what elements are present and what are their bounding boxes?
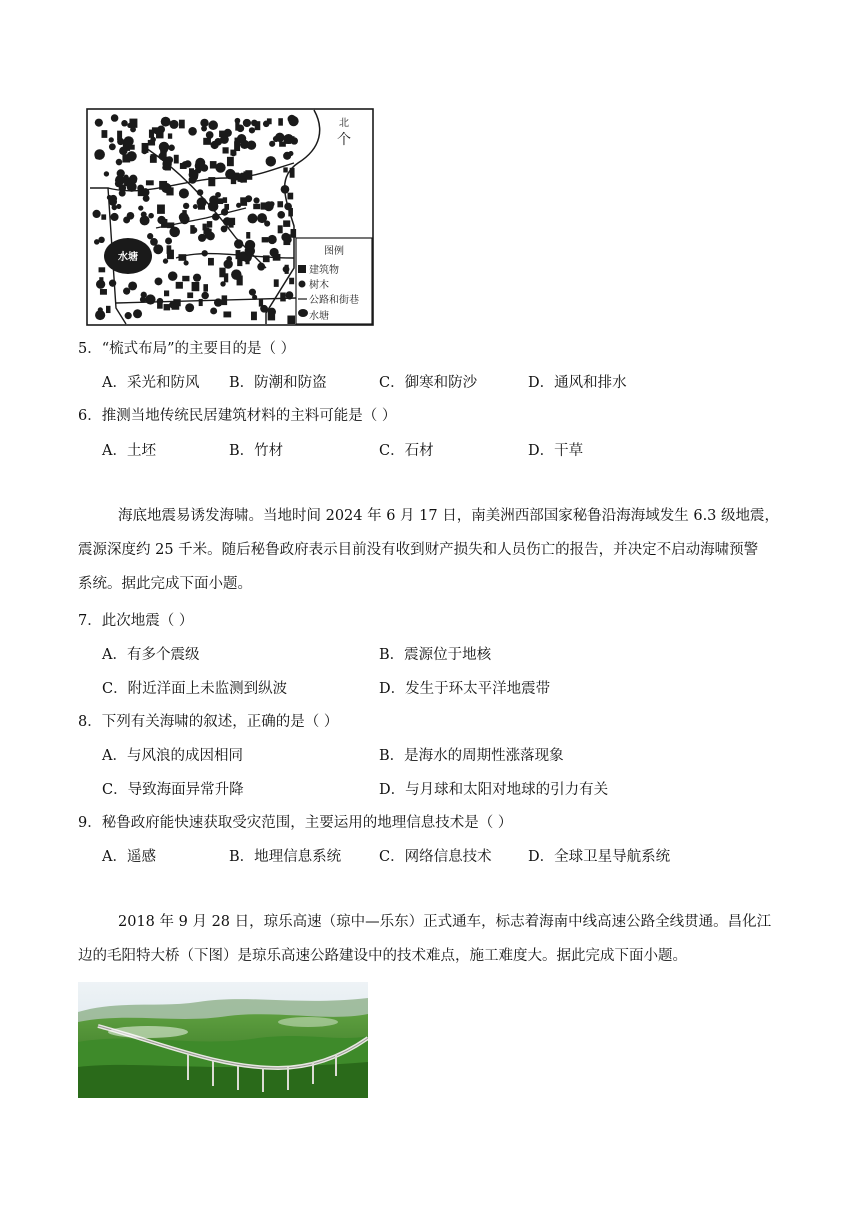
tree-mark: [193, 204, 198, 209]
q7-option-d: D．发生于环太平洋地震带: [379, 681, 551, 697]
building-mark: [288, 193, 294, 200]
tree-mark: [215, 162, 225, 172]
village-map-drawing: [86, 108, 374, 326]
tree-mark: [95, 310, 105, 320]
tree-mark: [266, 156, 276, 166]
tree-mark: [110, 213, 118, 221]
q9-option-d: D．全球卫星导航系统: [528, 849, 671, 865]
bridge-photo: [78, 982, 368, 1098]
building-mark: [283, 220, 290, 227]
tree-mark: [168, 145, 174, 151]
tree-mark: [201, 292, 209, 300]
building-mark: [222, 295, 228, 305]
passage-earthquake: [78, 499, 790, 601]
building-mark: [289, 278, 294, 285]
tree-mark: [249, 289, 256, 296]
tree-mark: [208, 120, 218, 130]
building-mark: [263, 255, 270, 262]
tree-mark: [95, 154, 100, 159]
tree-mark: [188, 127, 197, 136]
tree-mark: [212, 213, 219, 220]
building-mark: [208, 177, 215, 186]
tree-mark: [287, 294, 293, 300]
building-mark: [232, 173, 239, 181]
tree-mark: [275, 133, 284, 142]
tree-mark: [184, 160, 191, 167]
building-mark: [168, 133, 172, 138]
tree-mark: [137, 185, 144, 192]
tree-mark: [109, 280, 116, 287]
tree-mark: [157, 298, 164, 305]
tree-mark: [169, 301, 176, 308]
tree-dot-icon: [299, 281, 306, 288]
building-mark: [219, 268, 225, 278]
building-mark: [245, 170, 252, 180]
tree-mark: [140, 296, 146, 302]
building-mark: [273, 254, 281, 261]
tree-mark: [109, 137, 114, 142]
question-8-stem: 8．下列有关海啸的叙述，正确的是（ ）: [78, 714, 339, 730]
tree-mark: [224, 259, 233, 268]
building-mark: [290, 168, 295, 178]
question-9-stem: 9．秘鲁政府能快速获取受灾范围，主要运用的地理信息技术是（ ）: [78, 815, 513, 831]
tree-mark: [130, 127, 136, 133]
tree-mark: [288, 116, 298, 126]
tree-mark: [125, 312, 132, 319]
q6-option-b: B．竹材: [229, 443, 284, 459]
tree-mark: [268, 308, 276, 316]
building-mark: [227, 157, 234, 166]
north-label: 北: [339, 118, 349, 129]
tree-mark: [131, 178, 137, 184]
building-mark: [178, 254, 186, 261]
tree-mark: [117, 169, 125, 177]
legend-label-pond-blob: 水塘: [309, 311, 329, 322]
building-mark: [287, 316, 295, 324]
building-mark: [199, 299, 203, 306]
building-mark: [150, 156, 157, 163]
tree-mark: [124, 175, 129, 180]
building-mark: [261, 202, 266, 209]
building-mark: [223, 311, 231, 317]
building-mark: [176, 282, 183, 289]
building-mark: [203, 284, 208, 291]
passage-highway-line-2: 边的毛阳特大桥（下图）是琼乐高速公路建设中的技术难点，施工难度大。据此完成下面小题。: [78, 948, 687, 964]
building-mark: [157, 204, 165, 213]
tree-mark: [198, 234, 206, 242]
building-mark: [283, 167, 287, 172]
building-mark: [101, 214, 106, 219]
building-mark: [278, 118, 283, 125]
building-mark: [198, 201, 205, 210]
building-mark: [234, 141, 240, 151]
pond-blob-icon: [298, 309, 308, 317]
q8-option-b: B．是海水的周期性涨落现象: [379, 748, 564, 764]
tree-mark: [257, 263, 265, 271]
tree-mark: [193, 274, 201, 282]
tree-mark: [109, 143, 116, 150]
pond: [104, 238, 152, 274]
building-mark: [164, 290, 169, 296]
q6-option-a: A．土坯: [102, 443, 156, 459]
tree-mark: [245, 195, 252, 202]
building-mark: [291, 229, 297, 238]
q7-option-a: A．有多个震级: [102, 647, 200, 663]
building-mark: [203, 138, 211, 145]
tree-mark: [208, 201, 219, 212]
passage-earthquake-line-3: 系统。据此完成下面小题。: [78, 576, 252, 592]
tree-mark: [215, 192, 221, 198]
building-mark: [148, 140, 155, 146]
building-mark: [283, 236, 290, 245]
tree-mark: [116, 159, 123, 166]
tree-mark: [264, 220, 270, 226]
building-mark: [129, 119, 137, 128]
q5-option-b: B．防潮和防盗: [229, 375, 327, 391]
tree-mark: [236, 203, 241, 208]
tree-mark: [268, 235, 277, 244]
building-mark: [192, 282, 200, 291]
village-map: [86, 108, 374, 326]
tree-mark: [169, 227, 180, 238]
tree-mark: [95, 119, 103, 127]
tree-mark: [249, 127, 255, 133]
tree-mark: [269, 201, 275, 207]
building-mark: [146, 180, 154, 185]
tree-mark: [96, 280, 105, 289]
tree-mark: [158, 152, 166, 160]
q6-option-c: C．石材: [379, 443, 434, 459]
building-mark: [182, 210, 186, 217]
north-arrow-icon: 个: [337, 132, 351, 148]
legend-label-tree-dot: 树木: [309, 280, 329, 291]
tree-mark: [234, 239, 243, 248]
tree-mark: [200, 119, 208, 127]
building-mark: [278, 225, 283, 233]
question-5-stem: 5．“梳式布局”的主要目的是（ ）: [78, 341, 296, 357]
building-mark: [223, 147, 229, 153]
tree-mark: [184, 260, 189, 265]
building-mark: [217, 198, 224, 204]
building-mark: [255, 121, 261, 130]
passage-earthquake-line-2: 震源深度约 25 千米。随后秘鲁政府表示目前没有收到财产损失和人员伤亡的报告，并决定不启动海啸预警: [78, 542, 759, 558]
building-mark: [159, 181, 167, 190]
tree-mark: [281, 185, 290, 194]
tree-mark: [185, 303, 194, 312]
building-mark: [174, 155, 179, 164]
tree-mark: [239, 176, 246, 183]
tree-mark: [153, 244, 163, 254]
tree-mark: [283, 266, 290, 273]
tree-mark: [98, 237, 104, 243]
building-mark: [288, 208, 293, 216]
building-mark: [99, 267, 106, 272]
building-mark: [117, 131, 122, 141]
q8-option-c: C．导致海面异常升降: [102, 782, 244, 798]
building-mark: [142, 143, 149, 153]
building-mark: [246, 232, 250, 239]
q5-option-a: A．采光和防风: [102, 375, 200, 391]
tree-mark: [121, 120, 128, 127]
building-mark: [259, 299, 263, 306]
tree-mark: [201, 164, 209, 172]
building-mark: [106, 306, 110, 313]
building-mark: [102, 130, 108, 138]
tree-mark: [169, 120, 178, 129]
tree-mark: [168, 271, 177, 280]
tree-mark: [211, 141, 219, 149]
passage-earthquake-line-1: 海底地震易诱发海啸。当地时间 2024 年 6 月 17 日，南美洲西部国家秘鲁沿海海域发生 6.3 级地震，: [118, 508, 780, 524]
tree-mark: [183, 203, 189, 209]
tree-mark: [189, 170, 199, 180]
tree-mark: [161, 117, 171, 127]
building-mark: [267, 118, 272, 124]
building-mark: [208, 258, 214, 266]
tree-mark: [145, 294, 155, 304]
tree-mark: [123, 288, 130, 295]
tree-mark: [245, 246, 255, 256]
tree-mark: [206, 131, 214, 139]
tree-mark: [221, 226, 228, 233]
building-mark: [187, 292, 193, 298]
tree-mark: [155, 277, 163, 285]
q7-option-b: B．震源位于地核: [379, 647, 492, 663]
building-mark: [251, 312, 257, 321]
tree-mark: [277, 211, 285, 219]
tree-mark: [269, 141, 275, 147]
tree-mark: [111, 114, 119, 122]
question-7-stem: 7．此次地震（ ）: [78, 613, 194, 629]
bridge-photo-drawing: [78, 982, 368, 1098]
building-mark: [164, 304, 171, 310]
tree-mark: [154, 128, 161, 135]
tree-mark: [247, 140, 256, 149]
tree-mark: [166, 156, 173, 163]
building-mark: [167, 245, 172, 254]
tree-mark: [220, 135, 229, 144]
building-square-icon: [298, 265, 306, 273]
building-mark: [100, 289, 107, 295]
q8-option-d: D．与月球和太阳对地球的引力有关: [379, 782, 609, 798]
passage-highway: [78, 905, 790, 973]
tree-mark: [248, 213, 258, 223]
q7-option-c: C．附近洋面上未监测到纵波: [102, 681, 288, 697]
tree-mark: [157, 216, 165, 224]
tree-mark: [197, 189, 203, 195]
building-mark: [280, 292, 286, 301]
tree-mark: [92, 210, 100, 218]
q9-option-c: C．网络信息技术: [379, 849, 492, 865]
q5-option-d: D．通风和排水: [528, 375, 627, 391]
q9-option-b: B．地理信息系统: [229, 849, 342, 865]
building-mark: [274, 279, 279, 287]
legend-title: 图例: [324, 246, 344, 257]
tree-mark: [109, 198, 117, 206]
q6-option-d: D．干草: [528, 443, 584, 459]
tree-mark: [124, 136, 134, 146]
building-mark: [190, 225, 194, 234]
passage-highway-line-1: 2018 年 9 月 28 日，琼乐高速（琼中—乐东）正式通车，标志着海南中线高速公路全线贯通。昌化江: [118, 914, 772, 930]
tree-mark: [230, 150, 236, 156]
tree-mark: [253, 197, 259, 203]
tree-mark: [116, 204, 121, 209]
tree-mark: [133, 309, 142, 318]
tree-mark: [119, 190, 126, 197]
tree-mark: [162, 165, 167, 170]
tree-mark: [148, 213, 154, 219]
q9-option-a: A．遥感: [102, 849, 156, 865]
legend-label-road-line: 公路和街巷: [309, 295, 359, 306]
tree-mark: [231, 269, 241, 279]
tree-mark: [179, 188, 189, 198]
building-mark: [235, 122, 239, 130]
tree-mark: [141, 211, 147, 217]
pond-label: 水塘: [118, 252, 138, 263]
tree-mark: [283, 134, 293, 144]
q5-option-c: C．御寒和防沙: [379, 375, 478, 391]
building-mark: [166, 187, 173, 195]
building-mark: [277, 201, 283, 207]
building-mark: [229, 219, 234, 228]
tree-mark: [104, 171, 109, 176]
tree-mark: [221, 208, 228, 215]
building-mark: [179, 120, 185, 129]
tree-mark: [163, 258, 168, 263]
question-6-stem: 6．推测当地传统民居建筑材料的主料可能是（ ）: [78, 408, 397, 424]
building-mark: [207, 221, 212, 227]
building-mark: [262, 237, 268, 242]
tree-mark: [138, 205, 143, 210]
tree-mark: [243, 119, 251, 127]
tree-mark: [161, 147, 168, 154]
tree-mark: [127, 151, 137, 161]
building-mark: [253, 204, 260, 209]
tree-mark: [165, 237, 172, 244]
tree-mark: [202, 250, 208, 256]
tree-mark: [288, 151, 293, 156]
building-mark: [223, 197, 227, 203]
tree-mark: [214, 298, 222, 306]
q8-option-a: A．与风浪的成因相同: [102, 748, 243, 764]
tree-mark: [210, 307, 217, 314]
tree-mark: [123, 217, 130, 224]
legend-label-building-square: 建筑物: [309, 265, 339, 276]
building-mark: [182, 276, 189, 281]
